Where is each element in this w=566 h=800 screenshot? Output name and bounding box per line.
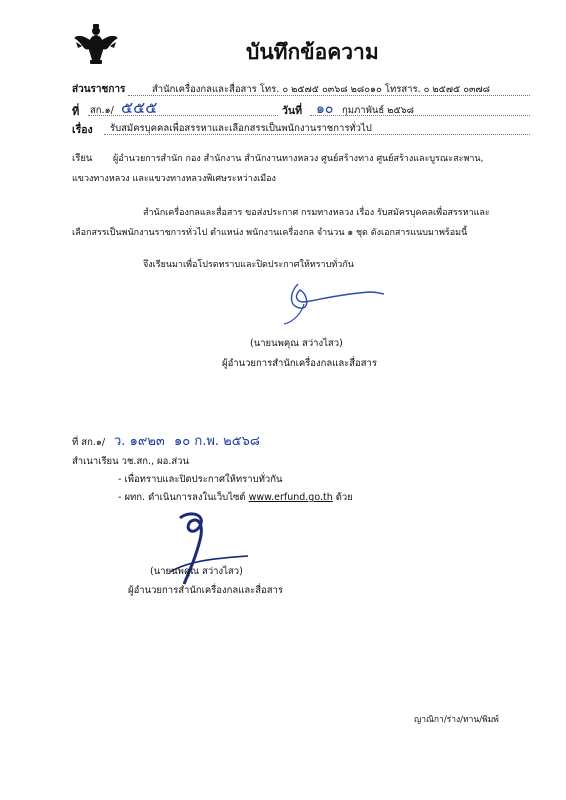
to-line-2: แขวงทางหลวง และแขวงทางหลวงพิเศษระหว่างเมือง xyxy=(72,174,276,184)
cc-item-1: - เพื่อทราบและปิดประกาศให้ทราบทั่วกัน xyxy=(118,474,283,485)
ref-label: ที่ xyxy=(72,105,80,118)
signer-name-1: (นายนพคุณ สว่างไสว) xyxy=(250,338,343,349)
date-day-handwritten: ๑๐ xyxy=(316,101,334,117)
cc-item-2-prefix: - ผทก. ดำเนินการลงในเว็บไซต์ xyxy=(118,492,246,503)
closing-paragraph: จึงเรียนมาเพื่อโปรดทราบและปิดประกาศให้ทราบทั่วกัน xyxy=(143,260,354,270)
signer-title-1: ผู้อำนวยการสำนักเครื่องกลและสื่อสาร xyxy=(222,358,377,369)
memo-title: บันทึกข้อความ xyxy=(246,40,379,64)
body-paragraph-line-1: สำนักเครื่องกลและสื่อสาร ขอส่งประกาศ กรมทางหลวง เรื่อง รับสมัครบุคคลเพื่อสรรหาและ xyxy=(143,208,490,218)
subject-dotted-line xyxy=(104,134,530,135)
to-line-1: ผู้อำนวยการสำนัก กอง สำนักงาน สำนักงานทางหลวง ศูนย์สร้างทาง ศูนย์สร้างและบูรณะสะพาน, xyxy=(113,154,484,164)
agency-dotted-line xyxy=(128,95,530,96)
garuda-emblem xyxy=(72,20,120,68)
cc-item-2-suffix: ด้วย xyxy=(335,492,353,503)
ref-prefix: สก.๑/ xyxy=(90,105,114,116)
subject-value: รับสมัครบุคคลเพื่อสรรหาและเลือกสรรเป็นพนักงานราชการทั่วไป xyxy=(110,123,372,134)
ref-number-handwritten: ๕๕๕ xyxy=(121,98,158,117)
agency-label: ส่วนราชการ xyxy=(72,84,126,95)
signer-title-2: ผู้อำนวยการสำนักเครื่องกลและสื่อสาร xyxy=(128,585,283,596)
date-dotted-line xyxy=(310,115,530,116)
body-paragraph-line-2: เลือกสรรเป็นพนักงานราชการทั่วไป ตำแหน่ง พนักงานเครื่องกล จำนวน ๑ ชุด ดังเอกสารแนบมาพร้อมนี้ xyxy=(72,228,468,238)
agency-value: สำนักเครื่องกลและสื่อสาร โทร. ๐ ๒๕๗๕ ๐๓๖๘ ๒๘๐๑๐ โทรสาร. ๐ ๒๕๗๕ ๐๓๗๘ xyxy=(152,84,490,95)
date-label: วันที่ xyxy=(282,105,302,117)
footer-date-handwritten: ๑๐ ก.พ. ๒๕๖๘ xyxy=(174,434,260,449)
signer-name-2: (นายนพคุณ สว่างไสว) xyxy=(150,566,243,577)
subject-label: เรื่อง xyxy=(72,124,93,136)
ref-dotted-line xyxy=(88,115,278,116)
signature-1 xyxy=(270,272,390,332)
footer-ref-label: ที่ สก.๑/ xyxy=(72,437,106,448)
typist-note: ญาณิกา/ร่าง/ทาน/พิมพ์ xyxy=(414,715,499,725)
to-label: เรียน xyxy=(72,153,93,164)
footer-ref-handwritten: ว. ๑๙๒๓ xyxy=(114,434,165,449)
website-link[interactable]: www.erfund.go.th xyxy=(248,492,333,503)
cc-line: สำเนาเรียน วช.สก., ผอ.ส่วน xyxy=(72,456,189,467)
date-month-year: กุมภาพันธ์ ๒๕๖๘ xyxy=(342,105,414,116)
